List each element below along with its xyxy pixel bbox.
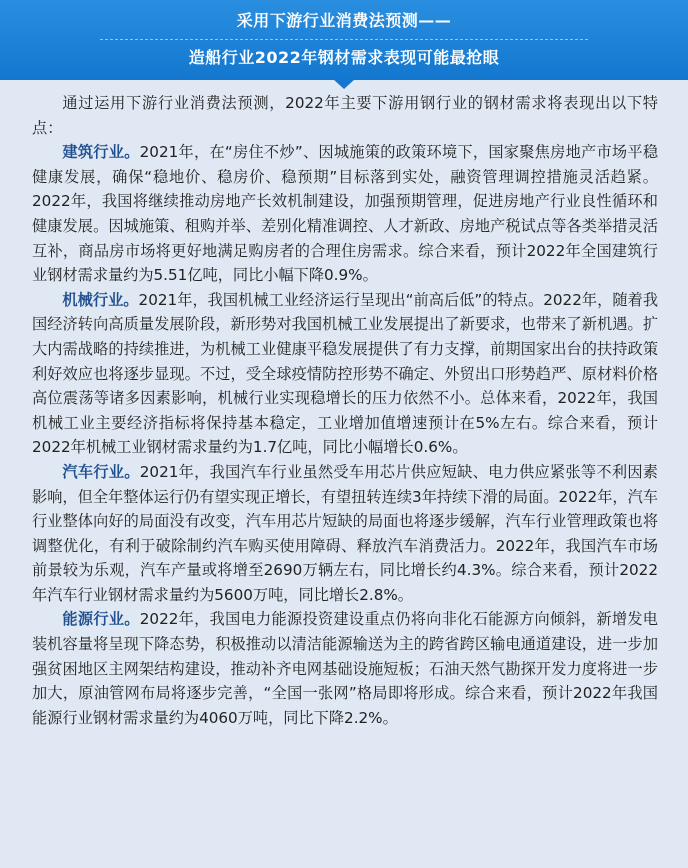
banner-pointer: [333, 79, 355, 89]
section-body-energy: 2022年，我国电力能源投资建设重点仍将向非化石能源方向倾斜，新增发电装机容量将呈现下降态势，积极推动以清洁能源输送为主的跨省跨区输电通道建设，进一步加强贫困地区主网架结构建设，推动补齐电网基础设施短板；石油天然气勘探开发力度将进一步加大，原油管网布局将逐步完善，“全国一张网”格局即将形成。综合来看，预计2022年我国能源行业钢材需求量约为4060万吨，同比下降2.2%。: [32, 610, 658, 727]
article-body: [32, 91, 658, 730]
section-machinery: [32, 288, 658, 460]
section-construction: [32, 140, 658, 288]
section-heading-energy: 能源行业。: [62, 610, 140, 629]
section-body-automotive: 2021年，我国汽车行业虽然受车用芯片供应短缺、电力供应紧张等不利因素影响，但全年整体运行仍有望实现正增长，有望扭转连续3年持续下滑的局面。2022年，汽车行业整体向好的局面没有改变，汽车用芯片短缺的局面也将逐步缓解，汽车行业管理政策也将调整优化，有利于破除制约汽车购买使用障碍、释放汽车消费活力。2022年，我国汽车市场前景较为乐观，汽车产量或将增至2690万辆左右，同比增长约4.3%。综合来看，预计2022年汽车行业钢材需求量约为5600万吨，同比增长2.8%。: [32, 462, 658, 604]
section-automotive: [32, 460, 658, 608]
intro-paragraph: 通过运用下游行业消费法预测，2022年主要下游用钢行业的钢材需求将表现出以下特点：: [32, 94, 658, 137]
banner-divider: [100, 39, 588, 40]
section-body-construction: 2021年，在“房住不炒”、因城施策的政策环境下，国家聚焦房地产市场平稳健康发展，确保“稳地价、稳房价、稳预期”目标落到实处，融资管理调控措施灵活趋紧。2022年，我国将继续推动房地产长效机制建设，加强预期管理，促进房地产行业良性循环和健康发展。因城施策、租购并举、差别化精准调控、人才新政、房地产税试点等各类举措灵活互补，商品房市场将更好地满足购房者的合理住房需求。综合来看，预计2022年全国建筑行业钢材需求量约为5.51亿吨，同比小幅下降0.9%。: [32, 143, 659, 285]
section-heading-construction: 建筑行业。: [62, 143, 140, 162]
section-body-machinery: 2021年，我国机械工业经济运行呈现出“前高后低”的特点。2022年，随着我国经济转向高质量发展阶段，新形势对我国机械工业发展提出了新要求，也带来了新机遇。扩大内需战略的持续推进，为机械工业健康平稳发展提供了有力支撑，前期国家出台的扶持政策利好效应也将逐步显现。不过，受全球疫情防控形势不确定、外贸出口形势趋严、原材料价格高位震荡等诸多因素影响，机械行业实现稳增长的压力依然不小。总体来看，2022年，我国机械工业主要经济指标将保持基本稳定，工业增加值增速预计在5%左右。综合来看，预计2022年机械工业钢材需求量约为1.7亿吨，同比小幅增长0.6%。: [32, 290, 659, 457]
section-heading-automotive: 汽车行业。: [62, 462, 140, 481]
title-banner: [0, 0, 688, 80]
section-energy: [32, 607, 658, 730]
section-heading-machinery: 机械行业。: [62, 290, 139, 309]
banner-title-line-2: 造船行业2022年钢材需求表现可能最抢眼: [188, 48, 500, 67]
banner-title-line-1: 采用下游行业消费法预测——: [236, 11, 452, 30]
